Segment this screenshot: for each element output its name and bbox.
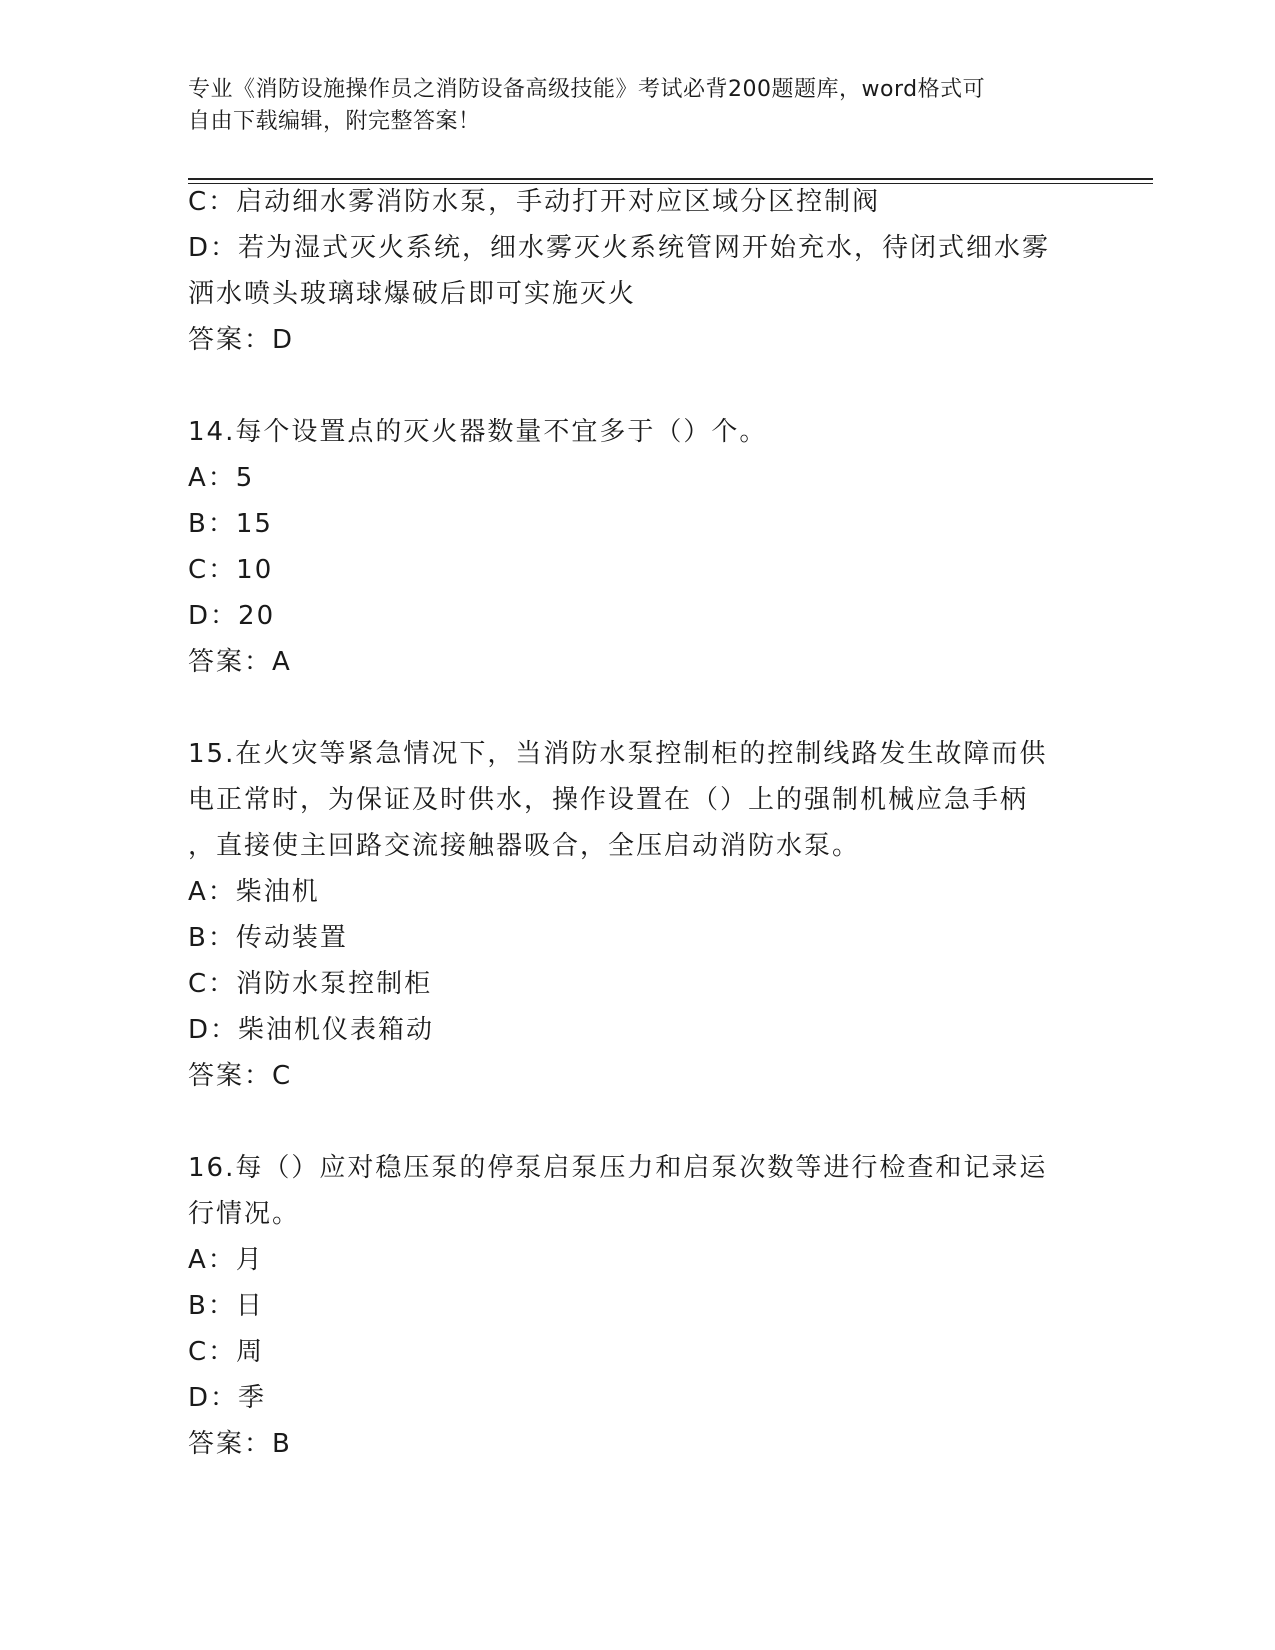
question-stem-line-2: 电正常时，为保证及时供水，操作设置在（）上的强制机械应急手柄 [188,785,1029,815]
question-stem-line-3: ，直接使主回路交流接触器吸合，全压启动消防水泵。 [188,831,861,861]
question-14 [188,409,1088,685]
option-c: C：10 [188,555,274,585]
question-stem-line-1: 16.每（）应对稳压泵的停泵启泵压力和启泵次数等进行检查和记录运 [188,1153,1048,1183]
option-c: C：消防水泵控制柜 [188,969,433,999]
header-title-line-1: 专业《消防设施操作员之消防设备高级技能》考试必背200题题库，word格式可 [188,77,986,102]
answer: 答案：C [188,1061,293,1091]
spacer [188,685,1088,731]
option-b: B：15 [188,509,273,539]
answer: 答案：A [188,647,292,677]
option-d: D：季 [188,1383,267,1413]
question-stem-line-1: 15.在火灾等紧急情况下，当消防水泵控制柜的控制线路发生故障而供 [188,739,1048,769]
spacer [188,1099,1088,1145]
header-title-line-2: 自由下载编辑，附完整答案！ [188,109,481,134]
option-d-line-2: 洒水喷头玻璃球爆破后即可实施灭火 [188,279,637,309]
option-a: A：5 [188,463,255,493]
question-stem-line-2: 行情况。 [188,1199,301,1229]
question-13-continued [188,179,1088,363]
option-d: D：20 [188,601,276,631]
option-a: A：月 [188,1245,264,1275]
question-list [188,179,1088,1467]
answer: 答案：B [188,1429,292,1459]
option-c: C：周 [188,1337,265,1367]
answer: 答案：D [188,325,295,355]
option-b: B：日 [188,1291,264,1321]
option-d-line-1: D：若为湿式灭火系统，细水雾灭火系统管网开始充水，待闭式细水雾 [188,233,1051,263]
question-stem: 14.每个设置点的灭火器数量不宜多于（）个。 [188,417,768,447]
option-b: B：传动装置 [188,923,348,953]
question-16 [188,1145,1088,1467]
option-c: C：启动细水雾消防水泵，手动打开对应区域分区控制阀 [188,187,881,217]
option-a: A：柴油机 [188,877,320,907]
document-header [188,74,1078,138]
option-d: D：柴油机仪表箱动 [188,1015,435,1045]
question-15 [188,731,1088,1099]
spacer [188,363,1088,409]
